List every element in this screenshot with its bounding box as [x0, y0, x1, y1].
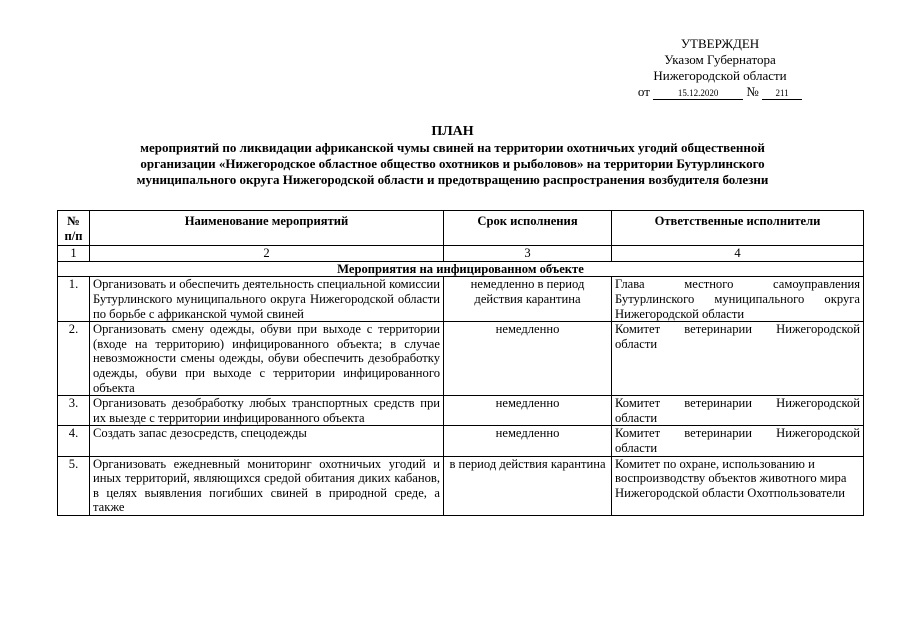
row-resp: Комитет ветеринарии Нижегородской области [612, 426, 864, 456]
row-resp: Глава местного самоуправления Бутурлинского муниципального округа Нижегородской области [612, 277, 864, 322]
title-line-2: организации «Нижегородское областное общество охотников и рыболовов» на территории Бутурлинского [140, 156, 765, 171]
header-name: Наименование мероприятий [90, 211, 444, 246]
row-term: в период действия карантина [444, 456, 612, 515]
row-name: Организовать ежедневный мониторинг охотничьих угодий и иных территорий, являющихся средой обитания диких кабанов, в целях выявления погибших свиней в природной среде, а также [90, 456, 444, 515]
title-line-3: муниципального округа Нижегородской области и предотвращению распространения возбудителя болезни [136, 172, 769, 187]
approval-decree: Указом Губернатора [664, 52, 776, 67]
column-number: 3 [444, 246, 612, 262]
row-term: немедленно [444, 396, 612, 426]
approval-from-label: от [637, 84, 650, 99]
column-number: 2 [90, 246, 444, 262]
section-row [58, 261, 864, 277]
header-resp: Ответственные исполнители [612, 211, 864, 246]
approval-approved: УТВЕРЖДЕН [680, 36, 760, 51]
header-num: № п/п [58, 211, 90, 246]
row-name: Организовать дезобработку любых транспортных средств при их выезде с территории инфицированного объекта [90, 396, 444, 426]
row-term: немедленно [444, 322, 612, 396]
table-row [58, 396, 864, 426]
row-num: 4. [58, 426, 90, 456]
approval-region: Нижегородской области [653, 68, 787, 83]
row-term: немедленно в период действия карантина [444, 277, 612, 322]
row-num: 3. [58, 396, 90, 426]
plan-table [57, 210, 864, 516]
approval-date: 15.12.2020 [653, 87, 743, 100]
column-number: 1 [58, 246, 90, 262]
row-name: Создать запас дезосредств, спецодежды [90, 426, 444, 456]
row-resp: Комитет ветеринарии Нижегородской области [612, 396, 864, 426]
title-line-1: мероприятий по ликвидации африканской чумы свиней на территории охотничьих угодий общественной [140, 140, 765, 155]
approval-number-sign: № [746, 84, 759, 99]
approval-block [600, 36, 840, 100]
column-number-row [58, 246, 864, 262]
approval-date-line [600, 84, 840, 100]
document-title [60, 124, 845, 188]
table-row [58, 277, 864, 322]
table-row [58, 322, 864, 396]
approval-number: 211 [762, 87, 802, 100]
row-resp: Комитет по охране, использованию и воспроизводству объектов животного мира Нижегородской области Охотпользователи [612, 456, 864, 515]
table-header-row [58, 211, 864, 246]
title-main: ПЛАН [431, 124, 474, 139]
row-num: 2. [58, 322, 90, 396]
row-term: немедленно [444, 426, 612, 456]
column-number: 4 [612, 246, 864, 262]
section-title: Мероприятия на инфицированном объекте [58, 261, 864, 277]
row-resp: Комитет ветеринарии Нижегородской области [612, 322, 864, 396]
row-name: Организовать и обеспечить деятельность специальной комиссии Бутурлинского муниципального округа Нижегородской области по борьбе с африканской чумой свиней [90, 277, 444, 322]
row-num: 1. [58, 277, 90, 322]
table-row [58, 456, 864, 515]
header-term: Срок исполнения [444, 211, 612, 246]
row-num: 5. [58, 456, 90, 515]
row-name: Организовать смену одежды, обуви при выходе с территории (входе на территорию) инфицированного объекта; в случае невозможности смены одежды, обуви обеспечить дезобработку одежды, обуви при выходе с территории инфицированного объекта [90, 322, 444, 396]
table-row [58, 426, 864, 456]
